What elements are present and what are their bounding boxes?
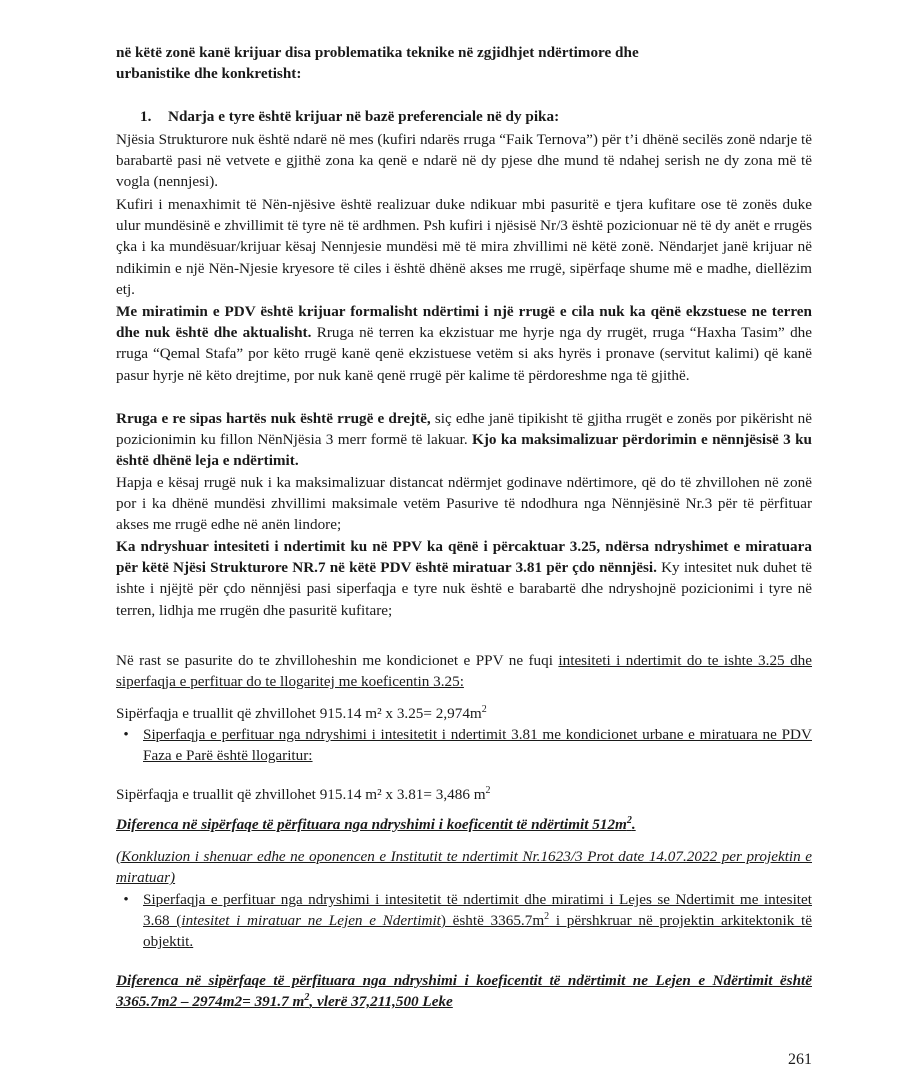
- intro-paragraph: [116, 42, 812, 84]
- difference-2-sup: 2: [304, 992, 310, 1004]
- bullet-2-part-2: ) është 3365.7m: [440, 912, 545, 930]
- heading-text: Ndarja e tyre është krijuar në bazë preferenciale në dy pika:: [168, 108, 560, 125]
- paragraph-3: [116, 301, 812, 386]
- difference-2-end: , vlerë 37,211,500 Leke: [309, 993, 453, 1011]
- bullet-2-italic: intesitet i miratuar ne Lejen e Ndertimit: [181, 912, 441, 930]
- difference-1: [116, 814, 812, 835]
- paragraph-5: Hapja e kësaj rrugë nuk i ka maksimalizuar distancat ndërmjet godinave ndërtimore, që do të zhvillohen në zonë por i ka dhënë mundësi zhvillimi maksimale vetëm Pasurive të ndodhura nga Nënnjësinë Nr.3 për të përfituar akses me rrugë edhe në anën lindore;: [116, 474, 812, 534]
- difference-2-text: Diferenca në sipërfaqe të përfituara nga ndryshimi i koeficentit të ndërtimit ne Lejen e Ndërtimit është 3365.7m2 – 2974m2= 391.7 m: [116, 972, 812, 1011]
- bullet-2-part-3: i përshkruar në projektin arkitektonik të objektit.: [143, 912, 813, 951]
- paragraph-6-rest: Ky intesitet nuk duhet të ishte i njëjtë për çdo nënnjësi pasi siperfaqja e tyre nuk është e barabartë dhe ndryshojnë pozicionimi i tyre në terren, lidhja me rrugën dhe pasuritë kufitare;: [116, 559, 812, 619]
- difference-2: [116, 970, 812, 1012]
- calculation-2: [116, 784, 812, 805]
- paragraph-7-plain: Në rast se pasurite do te zhvilloheshin me kondicionet e PPV ne fuqi: [116, 652, 559, 669]
- difference-1-text: Diferenca në sipërfaqe të përfituara nga ndryshimi i koeficentit të ndërtimit 512m: [116, 816, 627, 833]
- paragraph-6-bold: Ka ndryshuar intesiteti i ndertimit ku në PPV ka qënë i përcaktuar 3.25, ndërsa ndryshimet e miratuara për këtë Njësi Strukturore NR.7 në këtë PDV është miratuar 3.81 për çdo nënnjësi.: [116, 538, 812, 577]
- paragraph-7-underlined: intesiteti i ndertimit do te ishte 3.25 dhe siperfaqja e perfituar do te llogaritej me koeficentin 3.25:: [116, 652, 812, 691]
- calculation-1: [116, 703, 812, 724]
- calculation-2-sup: 2: [485, 784, 491, 796]
- bullet-2-part-1: Siperfaqja e perfituar nga ndryshimi i intesitetit të ndertimit dhe miratimi i Lejes se Ndertimit me intesitet 3.68 (: [143, 891, 812, 930]
- paragraph-2: Kufiri i menaxhimit të Nën-njësive është realizuar duke ndikuar mbi pasuritë e tjera kufitare ose të zonës duke ulur mundësinë e zhvillimit të tyre në të ardhmen. Psh kufiri i njësisë Nr/3 është pozicionuar në të dy anët e rrugës çka i ka mundësuar/krijuar kësaj Nennjesie mundësi më të mira zhvillimi në këtë zonë. Nëndarjet janë krijuar në ndikimin e një Nën-Njesie kryesore të ciles i është dhënë akses me rrugë, sipërfaqe shume më e madhe, diellëzim etj.: [116, 196, 812, 298]
- paragraph-4: [116, 408, 812, 472]
- difference-1-end: .: [631, 816, 636, 833]
- paragraph-4-bold-1: Rruga e re sipas hartës nuk është rrugë e drejtë,: [116, 410, 431, 427]
- calculation-1-text: Sipërfaqja e truallit që zhvillohet 915.14 m² x 3.25= 2,974m: [116, 705, 482, 722]
- calculation-2-text: Sipërfaqja e truallit që zhvillohet 915.14 m² x 3.81= 3,486 m: [116, 786, 486, 803]
- heading-number: 1.: [140, 108, 152, 125]
- bullet-2-sup: 2: [544, 911, 550, 923]
- paragraph-4-mid: siç edhe janë tipikisht të gjitha rrugët e zonës por pikërisht në pozicionimin ku fillon NënNjësia 3 merr formë të lakuar.: [116, 410, 812, 449]
- paragraph-6: [116, 536, 812, 621]
- bullet-2-text: [143, 889, 812, 953]
- bullet-1-text: Siperfaqja e perfituar nga ndryshimi i intesitetit i ndertimit 3.81 me kondicionet urbane e miratuara ne PDV Faza e Parë është llogaritur:: [143, 726, 812, 765]
- page-number: 261: [788, 1051, 812, 1068]
- intro-line-1: në këtë zonë kanë krijuar disa problematika teknike në zgjidhjet ndërtimore dhe: [116, 44, 639, 61]
- intro-line-2: urbanistike dhe konkretisht:: [116, 65, 302, 83]
- paragraph-7: [116, 650, 812, 692]
- paragraph-3-bold: Me miratimin e PDV është krijuar formalisht ndërtimi i një rrugë e cila nuk ka qënë ekzstuese ne terren dhe nuk është dhe aktualisht.: [116, 303, 812, 342]
- paragraph-4-bold-2: Kjo ka maksimalizuar përdorimin e nënnjësisë 3 ku është dhënë leja e ndërtimit.: [116, 431, 812, 470]
- bullet-dot-icon: •: [123, 891, 129, 908]
- calculation-1-sup: 2: [481, 703, 487, 715]
- paragraph-3-rest: Rruga në terren ka ekzistuar me hyrje nga dy rrugët, rruga “Haxha Tasim” dhe rruga “Qemal Stafa” por këto rrugë kanë qenë ekzistuese vetëm si aks hyrës i pronave (servitut kalimi) që kanë pasur hyrje në këto drejtime, por nuk kanë qenë rrugë për kalime të përdoreshme nga të gjithë.: [116, 324, 813, 384]
- conclusion-note: (Konkluzion i shenuar edhe ne oponencen e Institutit te ndertimit Nr.1623/3 Prot date 14.07.2022 per projektin e miratuar): [116, 848, 812, 887]
- difference-1-sup: 2: [626, 814, 632, 826]
- bullet-dot-icon: •: [123, 726, 129, 743]
- paragraph-1: Njësia Strukturore nuk është ndarë në mes (kufiri ndarës rruga “Faik Ternova”) për t’i dhënë secilës zonë ndarje të barabartë pasi në vetvete e gjithë zona ka qenë e ndarë në dy pjese dhe mund të ndahej serish ne dy zona më të vogla (nennjesi).: [116, 131, 812, 191]
